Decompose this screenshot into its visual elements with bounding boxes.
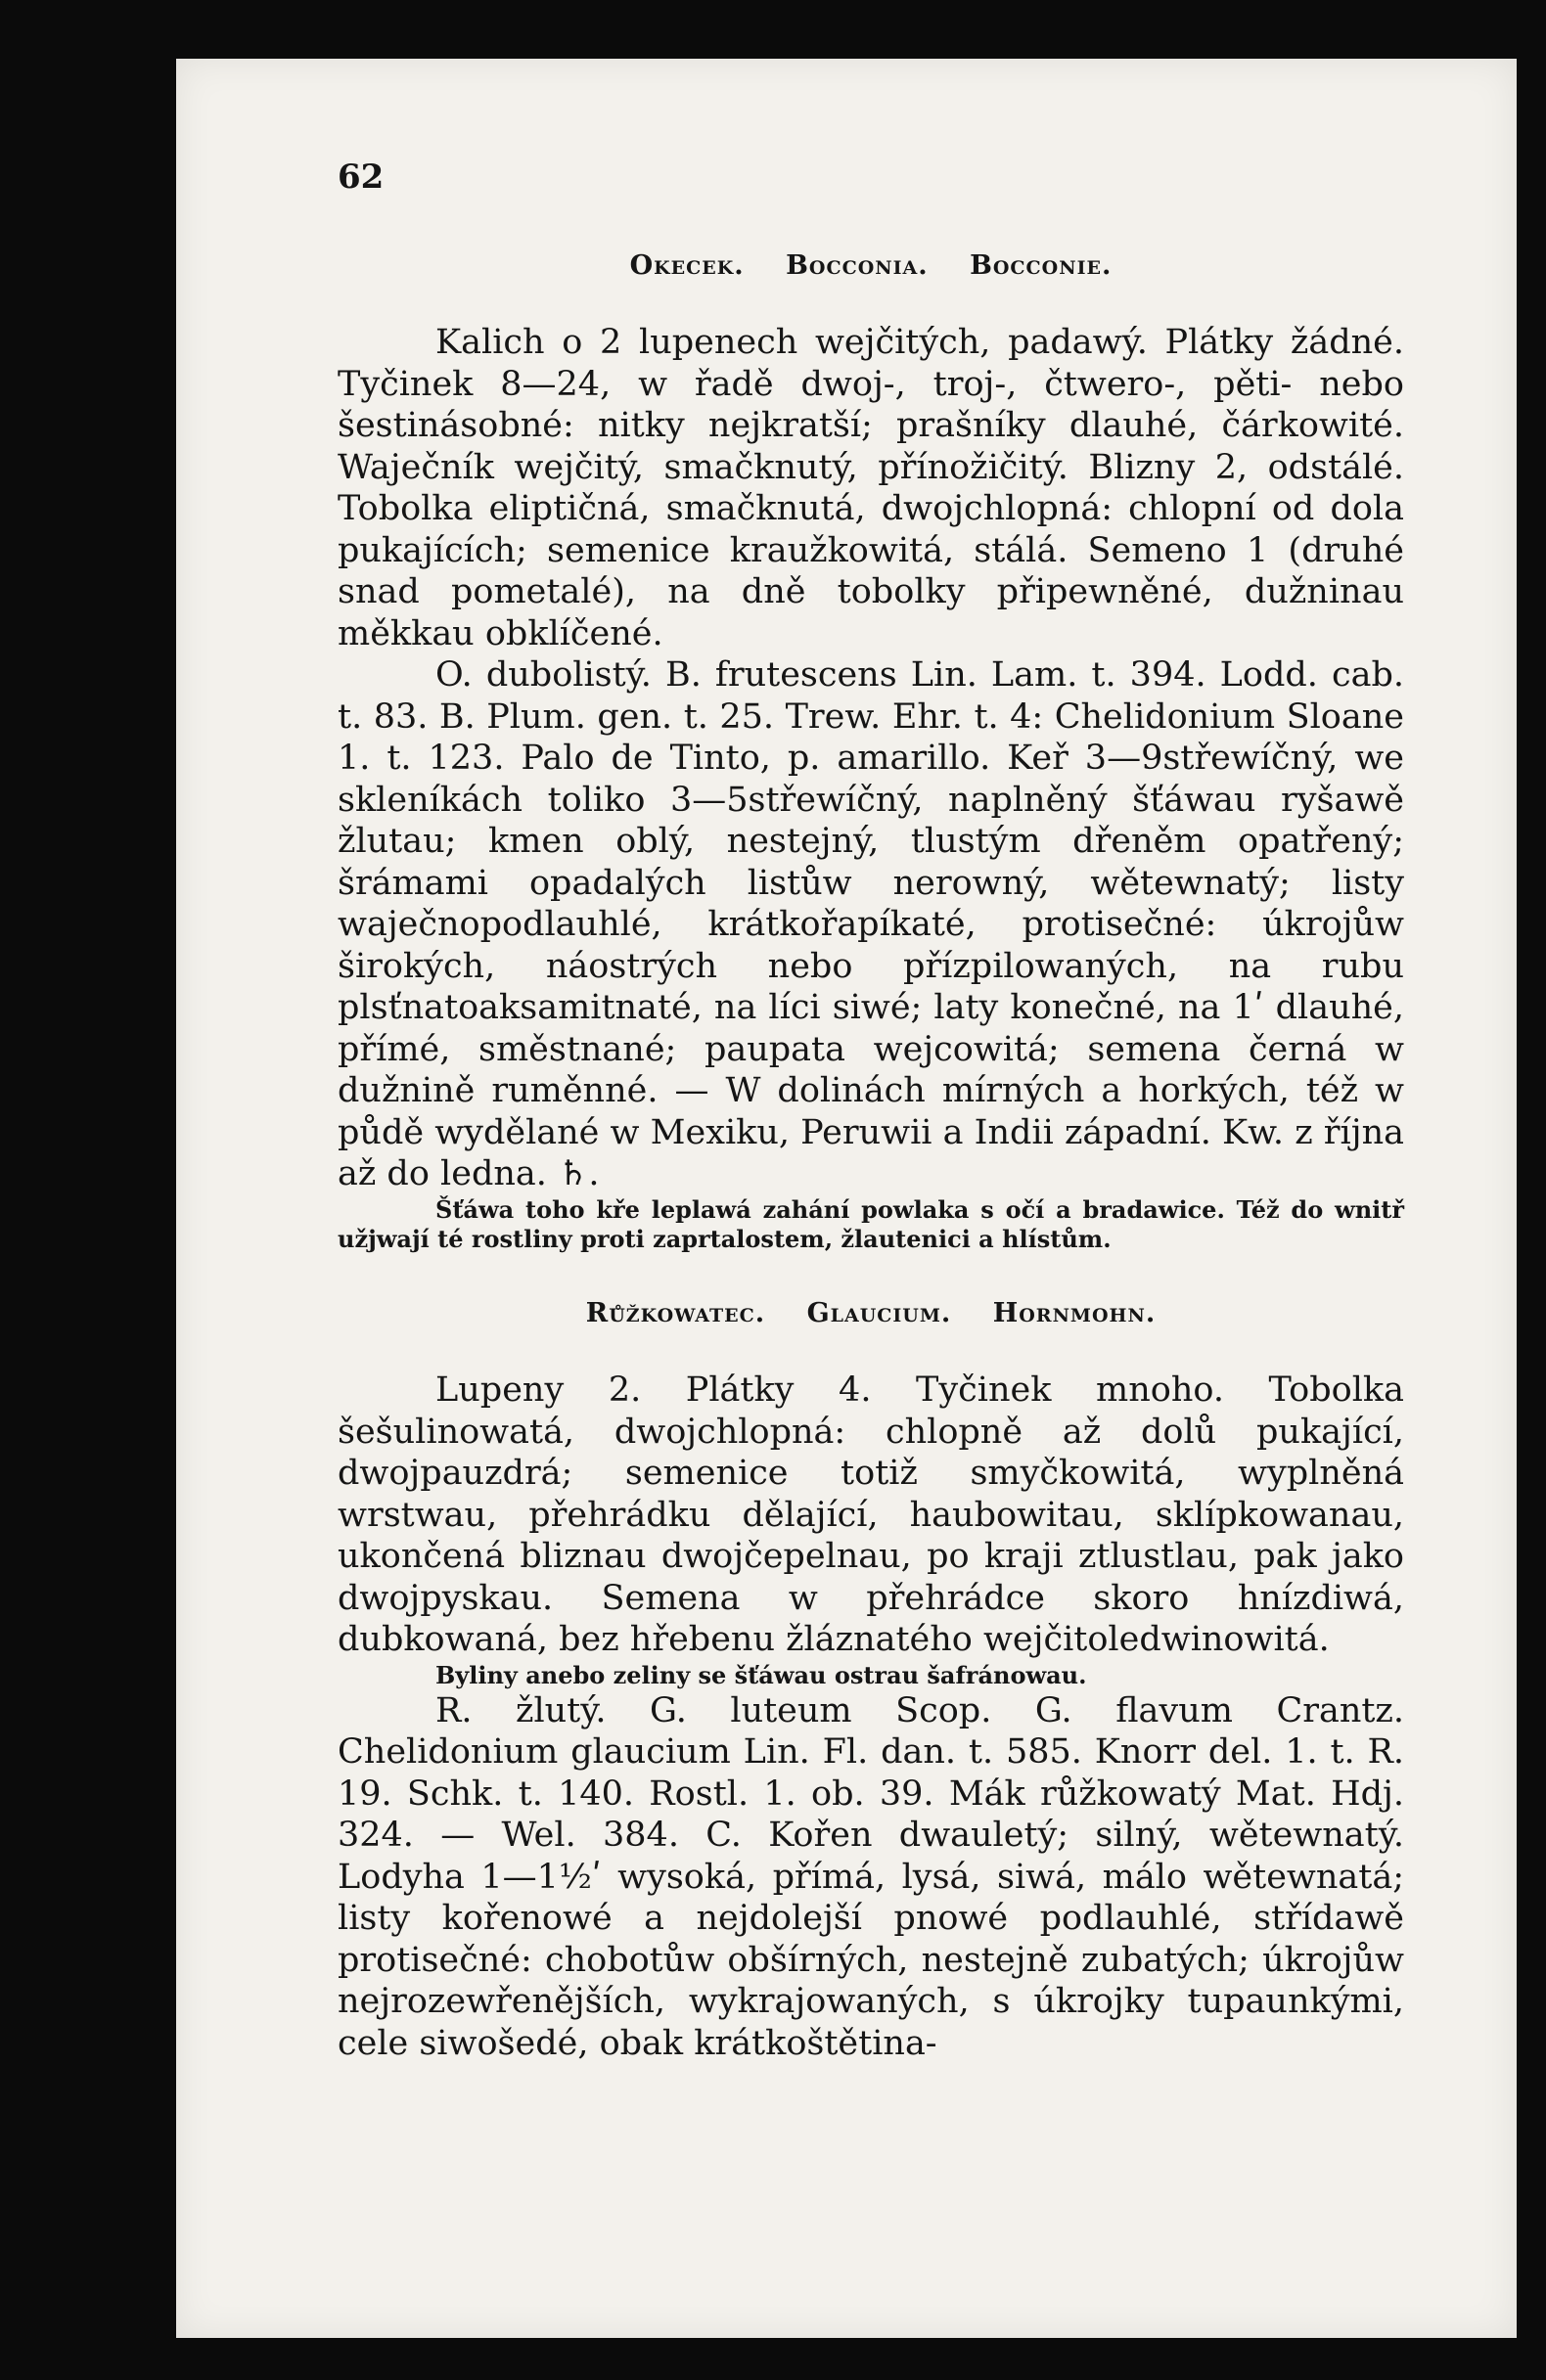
heading-czech-name: Okecek.: [629, 249, 745, 281]
genus-description: Kalich o 2 lupenech wejčitých, padawý. Plátky žádné. Tyčinek 8—24, w řadě dwoj-, troj-, čtwero-, pěti- nebo šestinásobné: nitky nejkratší; prašníky dlauhé, čárkowité. Waječník wejčitý, smačknutý, přínožičitý. Blizny 2, odstálé. Tobolka eliptičná, smačknutá, dwojchlopná: chlopní od dola pukajících; semenice kraužkowitá, stálá. Semeno 1 (druhé snad pometalé), na dně tobolky připewněné, dužninau měkkau obklíčené.: [338, 323, 1404, 653]
genus-heading-bocconia: [338, 246, 1404, 288]
species-description: R. žlutý. G. luteum Scop. G. flavum Crantz. Chelidonium glaucium Lin. Fl. dan. t. 585. Knorr del. 1. t. R. 19. Schk. t. 140. Rostl. 1. ob. 39. Mák růžkowatý Mat. Hdj. 324. — Wel. 384. C. Kořen dwauletý; silný, wětewnatý. Lodyha 1—1½ʹ wysoká, přímá, lysá, siwá, málo wětewnatá; listy kořenowé a nejdolejší pnowé podlauhlé, střídawě protisečné: chobotůw obšírných, nestejně zubatých; úkrojůw nejrozewřenějších, wykrajowaných, s úkrojky tupaunkými, cele siwošedé, obak krátkoštětina-: [338, 1690, 1404, 2063]
usage-note: Šťáwa toho kře leplawá zahání powlaka s očí a bradawice. Též do wnitř užjwají té rostliny proti zaprtalostem, žlautenici a hlístům.: [338, 1194, 1404, 1253]
heading-german-name: Bocconie.: [970, 249, 1113, 281]
species-description: O. dubolistý. B. frutescens Lin. Lam. t. 394. Lodd. cab. t. 83. B. Plum. gen. t. 25. Trew. Ehr. t. 4: Chelidonium Sloane 1. t. 123. Palo de Tinto, p. amarillo. Keř 3—9střewíčný, we skleníkách toliko 3—5střewíčný, naplněný šťáwau ryšawě žlutau; kmen oblý, nestejný, tlustým dřeněm opatřený; šrámami opadalých listůw nerowný, wětewnatý; listy waječnopodlauhlé, krátkořapíkaté, protisečné: úkrojůw širokých, náostrých nebo přízpilowaných, na rubu plsťnatoaksamitnaté, na líci siwé; laty konečné, na 1ʹ dlauhé, přímé, směstnané; paupata wejcowitá; semena černá w dužnině ruměnné. — W dolinách mírných a horkých, též w půdě wydělané w Mexiku, Peruwii a Indii západní. Kw. z října až do ledna. ♄.: [338, 655, 1404, 1193]
heading-czech-name: Růžkowatec.: [585, 1297, 766, 1328]
genus-description: Lupeny 2. Plátky 4. Tyčinek mnoho. Tobolka šešulinowatá, dwojchlopná: chlopně až dolů pukající, dwojpauzdrá; semenice totiž smyčkowitá, wyplněná wrstwau, přehrádku dělající, haubowitau, sklípkowanau, ukončená bliznau dwojčepelnau, po kraji ztlustlau, pak jako dwojpyskau. Semena w přehrádce skoro hnízdiwá, dubkowaná, bez hřebenu žláznatého wejčitoledwinowitá.: [338, 1370, 1404, 1659]
genus-heading-glaucium: [338, 1293, 1404, 1335]
page-text-block: [338, 157, 1404, 2064]
heading-latin-name: Glaucium.: [806, 1297, 952, 1328]
book-page: [176, 59, 1517, 2338]
heading-latin-name: Bocconia.: [786, 249, 929, 281]
genus-note: Byliny anebo zeliny se šťáwau ostrau šafránowau.: [435, 1660, 1087, 1689]
heading-german-name: Hornmohn.: [992, 1297, 1157, 1328]
page-number: 62: [338, 157, 385, 197]
